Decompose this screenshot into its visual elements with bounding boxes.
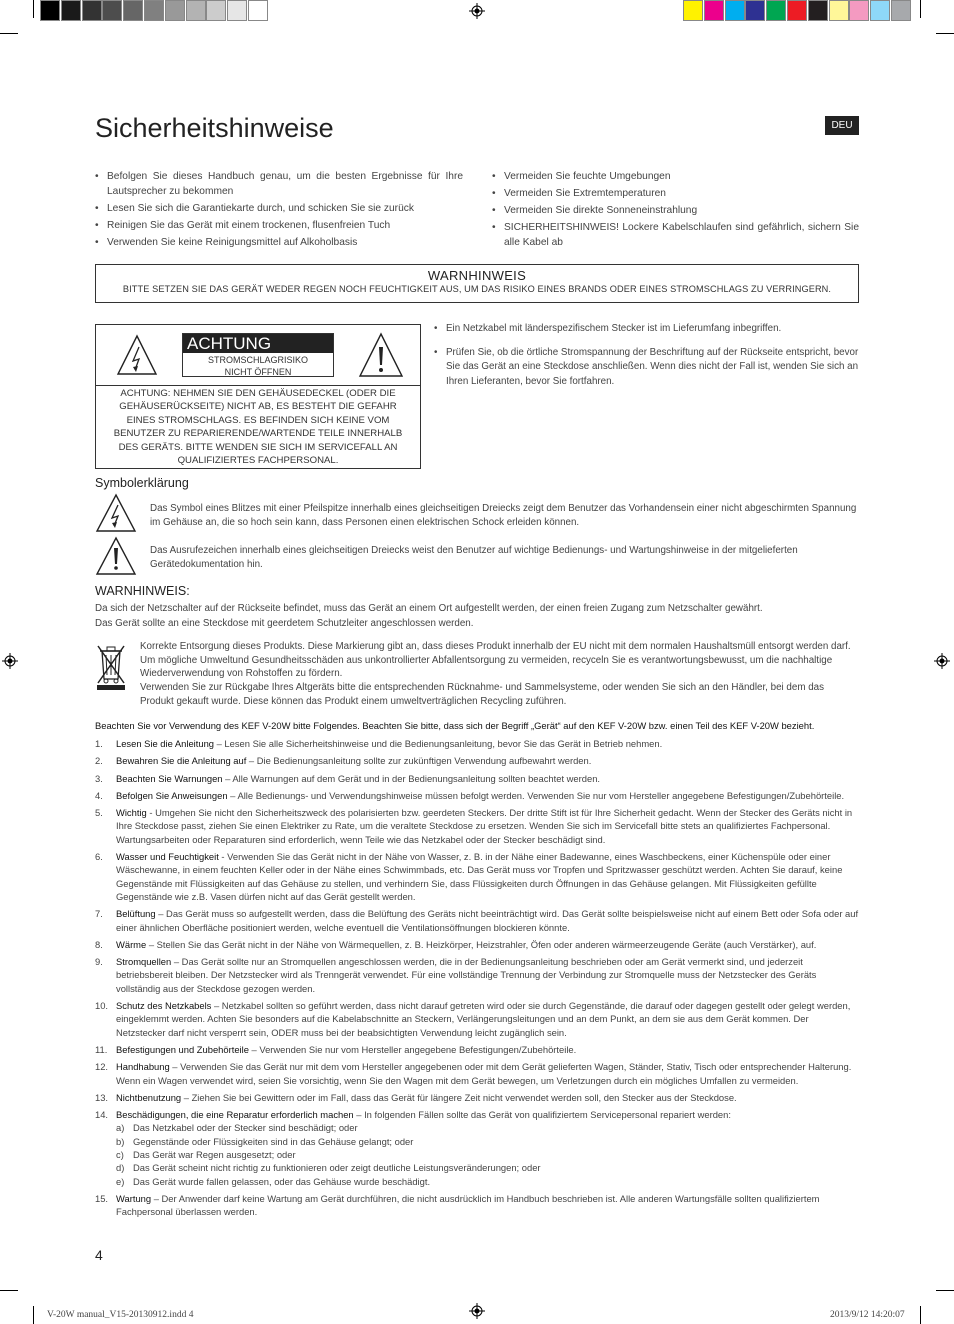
list-item: • Lesen Sie sich die Garantiekarte durch, und schicken Sie sie zurück — [95, 201, 463, 216]
crop-mark — [920, 1306, 921, 1324]
footer-filename: V-20W manual_V15-20130912.indd 4 — [47, 1310, 194, 1320]
color-swatch — [766, 0, 786, 21]
list-item: • Reinigen Sie das Gerät mit einem trockenen, flusenfreien Tuch — [95, 218, 463, 233]
color-swatch — [186, 0, 206, 21]
registration-mark-icon — [934, 653, 950, 669]
list-number: 6. — [95, 851, 103, 863]
list-item-title: Stromquellen — [116, 956, 172, 968]
color-swatch — [870, 0, 890, 21]
crop-mark — [936, 33, 954, 34]
color-swatch — [683, 0, 703, 21]
color-swatch — [248, 0, 268, 21]
recycling-text: Verwenden Sie zur Rückgabe Ihres Altgeräts bitte die entsprechenden Rücknahme- und Sammelsysteme, oder wenden Sie sich an den Händler, bei dem das Produkt gekauft wurde. Diese können das Produkt einem umweltverträglichen Recycling zuführen. — [140, 682, 825, 707]
list-item: • Verwenden Sie keine Reinigungsmittel auf Alkoholbasis — [95, 235, 463, 250]
list-item-text: – Der Anwender darf keine Wartung am Gerät durchführen, die nicht ausdrücklich im Handbuch beschrieben ist. Alle anderen Wartungsfälle sollten qualifiziertem Fachpersonal überlassen werden. — [116, 1192, 820, 1218]
caution-subtitle-1: STROMSCHLAGRISIKO — [207, 355, 308, 365]
color-swatch — [745, 0, 765, 21]
color-swatch — [40, 0, 60, 21]
list-item — [95, 754, 859, 767]
list-item-title: Wasser und Feuchtigkeit — [116, 851, 219, 863]
exclamation-warning-icon — [358, 331, 404, 379]
bullet-list-right — [492, 169, 859, 252]
list-item-title: Wärme — [116, 938, 147, 950]
list-item-text: – Lesen Sie alle Sicherheitshinweise und die Bedienungsanleitung, bevor Sie das Gerät in Betrieb nehmen. — [214, 738, 663, 749]
list-item: • Vermeiden Sie Extremtemperaturen — [492, 186, 859, 201]
list-item-text: – Alle Bedienungs- und Verwendungshinweise müssen befolgt werden. Verwenden Sie nur vom Hersteller angegebene Befestigungen/Zubehörteile. — [227, 789, 845, 801]
list-item-text: - Umgehen Sie nicht den Sicherheitszweck des polarisierten bzw. geerdeten Steckers. Der dritte Stift ist für Ihre Sicherheit gedacht. Wenn der Stecker des Geräts nicht in Ihre Steckdose passt, ziehen Sie einen Elektriker zu Rate, um die veraltete Steckdose zu ersetzen. Wenden Sie sich im Servicefall bitte stets an qualifiziertes Fachpersonal. Wartungsarbeiten oder Reparaturen sind erforderlich, wenn Teile wie das Netzkabel oder der Stecker beschädigt sind. — [116, 807, 853, 845]
page-title: Sicherheitshinweise — [95, 113, 334, 143]
exclamation-warning-icon — [95, 536, 137, 576]
caution-subtitle-2: NICHT ÖFFNEN — [224, 367, 292, 377]
warning-line-2: Das Gerät sollte an eine Steckdose mit geerdetem Schutzleiter angeschlossen werden. — [95, 618, 474, 629]
color-swatch — [123, 0, 143, 21]
sub-list-text: Das Gerät wurde fallen gelassen, oder das Gehäuse wurde beschädigt. — [133, 1175, 431, 1187]
list-item-text: – Verwenden Sie nur vom Hersteller angegebene Befestigungen/Zubehörteile. — [248, 1043, 577, 1055]
list-item — [95, 907, 859, 934]
registration-mark-icon — [2, 653, 18, 669]
sub-list-item — [116, 1148, 859, 1161]
list-number: 15. — [95, 1192, 109, 1204]
list-item — [95, 1043, 859, 1056]
list-number: 3. — [95, 772, 103, 784]
list-item — [95, 772, 859, 785]
caution-label — [182, 333, 334, 377]
list-item: • Vermeiden Sie feuchte Umgebungen — [492, 169, 859, 184]
list-number: 10. — [95, 1000, 109, 1012]
list-item-title: Schutz des Netzkabels — [116, 1000, 212, 1012]
color-swatch — [704, 0, 724, 21]
list-number: 13. — [95, 1091, 109, 1103]
list-item-title: Bewahren Sie die Anleitung auf — [116, 755, 247, 767]
crop-mark — [0, 33, 18, 34]
page-number: 4 — [95, 1247, 103, 1263]
list-item-title: Beachten Sie Warnungen — [116, 772, 223, 784]
lightning-warning-icon — [95, 493, 137, 533]
list-item — [95, 850, 859, 903]
list-number: 12. — [95, 1061, 109, 1073]
list-item: • SICHERHEITSHINWEIS! Lockere Kabelschlaufen sind gefährlich, sichern Sie alle Kabel ab — [492, 220, 859, 250]
list-number: 5. — [95, 807, 103, 819]
warning-heading: WARNHINWEIS: — [95, 584, 190, 598]
list-item-title: Wartung — [116, 1192, 152, 1204]
crop-mark — [936, 1290, 954, 1291]
sub-list-letter: d) — [116, 1162, 125, 1174]
list-item-text: – In folgenden Fällen sollte das Gerät von qualifiziertem Servicepersonal repariert werden: — [353, 1109, 731, 1121]
weee-bin-icon — [95, 643, 127, 691]
sub-list-letter: b) — [116, 1135, 125, 1147]
list-item — [95, 955, 859, 995]
disposal-text: Korrekte Entsorgung dieses Produkts. Diese Markierung gibt an, dass dieses Produkt innerhalb der EU nicht mit dem normalen Haushaltsmüll entsorgt werden darf. Um mögliche Umweltund Gesundheitsschäden aus unkontrollierter Abfallentsorgung zu vermeiden, recyceln Sie es verantwortungsbewusst, um die nachhaltige Wiederverwendung von Rohstoffen zu fördern. — [140, 641, 851, 680]
list-item-title: Lesen Sie die Anleitung — [116, 738, 214, 749]
sub-list-item — [116, 1175, 859, 1188]
color-swatch — [206, 0, 226, 21]
list-number: 7. — [95, 908, 103, 920]
sub-list-item — [116, 1161, 859, 1174]
sub-list-item — [116, 1135, 859, 1148]
sub-list-text: Das Netzkabel oder der Stecker sind beschädigt; oder — [133, 1122, 358, 1134]
color-swatch — [144, 0, 164, 21]
crop-mark — [920, 0, 921, 18]
power-bullets — [434, 322, 860, 391]
list-number: 8. — [95, 938, 103, 950]
sub-list-letter: e) — [116, 1175, 125, 1187]
list-item-text: – Die Bedienungsanleitung sollte zur zukünftigen Verwendung aufbewahrt werden. — [246, 755, 592, 767]
symbols-heading: Symbolerklärung — [95, 476, 189, 490]
list-item-title: Nichtbenutzung — [116, 1091, 182, 1103]
registration-mark-icon — [469, 1303, 485, 1319]
caution-box-header — [96, 325, 420, 386]
list-number: 11. — [95, 1043, 108, 1055]
color-swatch — [849, 0, 869, 21]
list-number: 14. — [95, 1109, 109, 1121]
list-item-text: – Stellen Sie das Gerät nicht in der Nähe von Wärmequellen, z. B. Heizkörper, Heizstrahler, Öfen oder anderen wärmeerzeugende Geräte (auch Verstärker), auf. — [146, 938, 817, 950]
list-number: 2. — [95, 755, 103, 767]
list-item-title: Befestigungen und Zubehörteile — [116, 1043, 249, 1055]
color-swatch — [61, 0, 81, 21]
warning-box — [95, 264, 859, 303]
color-swatch — [829, 0, 849, 21]
language-badge: DEU — [825, 116, 859, 135]
list-number: 1. — [95, 738, 103, 749]
sub-list-letter: a) — [116, 1122, 125, 1134]
crop-mark — [33, 0, 34, 18]
caution-box — [95, 324, 421, 469]
registration-mark-icon — [469, 3, 485, 19]
list-item-text: – Ziehen Sie bei Gewittern oder im Fall, dass das Gerät für längere Zeit nicht verwendet werden soll, den Stecker aus der Steckdose. — [181, 1091, 737, 1103]
list-item-text: - Verwenden Sie das Gerät nicht in der Nähe von Wasser, z. B. in der Nähe einer Badewanne, eines Waschbeckens, einer Küchenspüle oder einer Wäschewanne, in einem feuchten Keller oder in der Nähe eines Schwimmbads, etc. Das Gerät muss vor Tropfen und Spritzwasser geschützt werden. Achten Sie darauf, keine Gegenstände mit Flüssigkeiten auf das Gehäuse zu stellen, und verhindern Sie, dass Flüssigkeiten durch Öffnungen in das Gehäuse gelangen. Mit Flüssigkeiten gefüllte Gegenstände wie z.B. Vasen dürfen nicht auf das Gerät gestellt werden. — [116, 851, 843, 902]
exclamation-symbol-description: Das Ausrufezeichen innerhalb eines gleichseitigen Dreiecks weist den Benutzer auf wichtige Bedienungs- und Wartungshinweise in der mitgelieferten Gerätedokumentation hin. — [150, 545, 798, 570]
list-item — [95, 999, 859, 1039]
color-swatch — [808, 0, 828, 21]
crop-mark — [0, 1290, 18, 1291]
list-item-text: – Das Gerät sollte nur an Stromquellen angeschlossen werden, die in der Bedienungsanleitung beschrieben oder am Gerät vermerkt sind, und jederzeit betriebsbereit bleiben. Der Netzstecker wird als Trenngerät verwendet. Für eine vollständige Trennung der Verbindung zur Stromquelle muss der Netzstecker des Geräts vollständig aus der Steckdose gezogen werden. — [116, 956, 817, 994]
warning-box-title: WARNHINWEIS — [427, 268, 527, 283]
list-item — [95, 1108, 859, 1188]
sub-list-letter: c) — [116, 1149, 124, 1161]
list-item-title: Befolgen Sie Anweisungen — [116, 789, 228, 801]
list-item-title: Belüftung — [116, 908, 156, 920]
list-item — [95, 1192, 859, 1219]
list-item: • Befolgen Sie dieses Handbuch genau, um die besten Ergebnisse für Ihre Lautsprecher zu bekommen — [95, 169, 463, 199]
color-swatch — [725, 0, 745, 21]
list-item: • Ein Netzkabel mit länderspezifischem Stecker ist im Lieferumfang inbegriffen. — [434, 322, 860, 337]
color-swatch — [227, 0, 247, 21]
warning-line-1: Da sich der Netzschalter auf der Rückseite befindet, muss das Gerät an einem Ort aufgestellt werden, der einen freien Zugang zum Netzschalter gewährt. — [95, 603, 763, 614]
list-item-text: – Alle Warnungen auf dem Gerät und in der Bedienungsanleitung sollten beachtet werden. — [222, 772, 601, 784]
list-item: • Prüfen Sie, ob die örtliche Stromspannung der Beschriftung auf der Rückseite entspricht, bevor Sie das Gerät an eine Steckdose anschließen. Wenn dies nicht der Fall ist, wenden Sie sich an Ihren Lieferanten, bevor Sie fortfahren. — [434, 346, 860, 390]
color-swatch — [102, 0, 122, 21]
crop-mark — [33, 1306, 34, 1324]
list-item-text: – Verwenden Sie das Gerät nur mit dem vom Hersteller angegebenen oder mit dem Gerät gelieferten Wagen, Ständer, Stativ, Tisch oder entsprechender Halterung. Wenn ein Wagen verwendet wird, seien Sie vorsichtig, wenn Sie den Wagen mit dem Gerät bewegen, um Verletzungen durch ein mögliches Umfallen zu vermeiden. — [116, 1061, 852, 1086]
list-item-text: – Netzkabel sollten so geführt werden, dass nicht darauf getreten wird oder sie durch Gegenstände, die darauf oder dagegen gestellt oder gelegt werden, eingeklemmt werden. Achten Sie besonders auf die Kabelabschnitte an Steckern, Verlängerungsleitungen und an dem Punkt, an dem sie aus dem Gerät kommen. Der Netzstecker darf nicht versperrt sein, ODER muss bei der beabsichtigten Verwendung leicht zugänglich sein. — [116, 1000, 851, 1038]
lightning-symbol-description: Das Symbol eines Blitzes mit einer Pfeilspitze innerhalb eines gleichseitigen Dreiecks zeigt dem Benutzer das Vorhandensein einer nicht abgeschirmten Spannung im Gehäuse an, die so hoch sein kann, dass Personen einen elektrischen Schock erleiden können. — [150, 503, 857, 528]
list-item-title: Wichtig — [116, 807, 147, 819]
list-item-title: Handhabung — [116, 1061, 170, 1073]
caution-text: ACHTUNG: NEHMEN SIE DEN GEHÄUSEDECKEL (ODER DIE GEHÄUSERÜCKSEITE) NICHT AB, ES BESTEHT DIE GEFAHR EINES STROMSCHLAGS. ES BEFINDEN SICH KEINE VOM BENUTZER ZU REPARIERENDE/WARTENDE TEILE INNERHALB DES GERÄTS. BITTE WENDEN SIE SICH IM SERVICEFALL AN QUALIFIZIERTES FACHPERSONAL. — [113, 388, 403, 467]
list-item: • Vermeiden Sie direkte Sonneneinstrahlung — [492, 203, 859, 218]
list-item — [95, 789, 859, 802]
footer-timestamp: 2013/9/12 14:20:07 — [830, 1310, 905, 1320]
bullet-list-left — [95, 169, 463, 252]
list-item — [95, 938, 859, 951]
list-item — [95, 806, 859, 846]
list-number: 4. — [95, 789, 103, 801]
list-item-title: Beschädigungen, die eine Reparatur erforderlich machen — [116, 1109, 354, 1121]
instructions-intro: Beachten Sie vor Verwendung des KEF V-20W bitte Folgendes. Beachten Sie bitte, dass sich der Begriff „Gerät“ auf den KEF V-20W bzw. einen Teil des KEF V-20W bezieht. — [95, 720, 815, 731]
color-swatch — [165, 0, 185, 21]
color-swatch — [891, 0, 911, 21]
sub-list-text: Gegenstände oder Flüssigkeiten sind in das Gehäuse gelangt; oder — [133, 1135, 414, 1147]
warning-box-text: BITTE SETZEN SIE DAS GERÄT WEDER REGEN NOCH FEUCHTIGKEIT AUS, UM DAS RISIKO EINES BRANDS ODER EINES STROMSCHLAGS ZU VERRINGERN. — [122, 284, 832, 294]
lightning-warning-icon — [116, 333, 158, 377]
sub-list-item — [116, 1121, 859, 1134]
list-item — [95, 1060, 859, 1087]
list-item — [95, 737, 859, 750]
safety-instructions-list — [95, 737, 859, 1223]
list-item — [95, 1091, 859, 1104]
color-swatch — [787, 0, 807, 21]
list-number: 9. — [95, 956, 103, 968]
list-item-text: – Das Gerät muss so aufgestellt werden, dass die Belüftung des Geräts nicht beeinträchtigt wird. Das Gerät sollte beispielsweise nicht auf einem Bett oder Sofa oder auf einer ähnlichen Oberfläche positioniert werden, welche eventuell die Ventilationsöffnungen blockieren könnte. — [116, 908, 859, 933]
sub-list-text: Das Gerät scheint nicht richtig zu funktionieren oder zeigt deutliche Leistungsveränderungen; oder — [133, 1162, 541, 1174]
color-swatch — [82, 0, 102, 21]
caution-title: ACHTUNG — [183, 334, 333, 353]
sub-list-text: Das Gerät war Regen ausgesetzt; oder — [133, 1149, 296, 1161]
